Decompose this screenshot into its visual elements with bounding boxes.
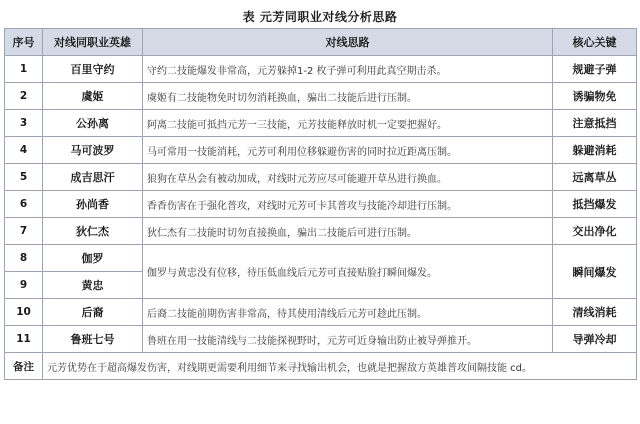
table-row [5, 110, 637, 137]
row-hero: 黄忠 [43, 272, 143, 299]
table-row [5, 137, 637, 164]
row-idea: 后裔二技能前期伤害非常高，待其使用清线后元芳可趁此压制。 [143, 299, 553, 326]
row-idea: 马可常用一技能消耗，元芳可利用位移躲避伤害的同时拉近距离压制。 [143, 137, 553, 164]
row-no: 11 [5, 326, 43, 353]
table-row [5, 218, 637, 245]
row-key: 清线消耗 [553, 299, 637, 326]
row-hero: 马可波罗 [43, 137, 143, 164]
header-idea: 对线思路 [143, 29, 553, 56]
row-no: 1 [5, 56, 43, 83]
row-key: 躲避消耗 [553, 137, 637, 164]
row-key: 瞬间爆发 [553, 245, 637, 299]
table-row [5, 56, 637, 83]
matchup-table [4, 28, 637, 380]
table-row [5, 83, 637, 110]
table-row [5, 164, 637, 191]
row-no: 8 [5, 245, 43, 272]
row-hero: 百里守约 [43, 56, 143, 83]
table-row [5, 299, 637, 326]
row-no: 3 [5, 110, 43, 137]
row-idea: 香香伤害在于强化普攻，对线时元芳可卡其普攻与技能冷却进行压制。 [143, 191, 553, 218]
row-idea: 伽罗与黄忠没有位移，待压低血线后元芳可直接贴脸打瞬间爆发。 [143, 245, 553, 299]
table-row [5, 191, 637, 218]
row-key: 远离草丛 [553, 164, 637, 191]
row-no: 9 [5, 272, 43, 299]
row-hero: 成吉思汗 [43, 164, 143, 191]
row-idea: 阿离二技能可抵挡元芳一三技能，元芳技能释放时机一定要把握好。 [143, 110, 553, 137]
row-hero: 公孙离 [43, 110, 143, 137]
row-idea: 守约二技能爆发非常高，元芳躲掉1-2 枚子弹可利用此真空期击杀。 [143, 56, 553, 83]
row-no: 2 [5, 83, 43, 110]
row-key: 诱骗物免 [553, 83, 637, 110]
row-hero: 狄仁杰 [43, 218, 143, 245]
row-idea: 狼狗在草丛会有被动加成，对线时元芳应尽可能避开草丛进行换血。 [143, 164, 553, 191]
row-no: 10 [5, 299, 43, 326]
row-hero: 鲁班七号 [43, 326, 143, 353]
row-idea: 虞姬有二技能物免时切勿消耗换血，骗出二技能后进行压制。 [143, 83, 553, 110]
row-idea: 狄仁杰有二技能时切勿直接换血，骗出二技能后可进行压制。 [143, 218, 553, 245]
table-row [5, 245, 637, 272]
header-hero: 对线同职业英雄 [43, 29, 143, 56]
table-header-row [5, 29, 637, 56]
row-hero: 伽罗 [43, 245, 143, 272]
row-hero: 后裔 [43, 299, 143, 326]
row-no: 7 [5, 218, 43, 245]
note-label: 备注 [5, 353, 43, 380]
note-text: 元芳优势在于超高爆发伤害，对线期更需要利用细节来寻找输出机会，也就是把握敌方英雄普攻间隔技能 cd。 [43, 353, 637, 380]
row-hero: 虞姬 [43, 83, 143, 110]
row-key: 交出净化 [553, 218, 637, 245]
header-key: 核心关键 [553, 29, 637, 56]
note-row [5, 353, 637, 380]
row-hero: 孙尚香 [43, 191, 143, 218]
row-idea: 鲁班在用一技能清线与二技能探视野时，元芳可近身输出防止被导弹推开。 [143, 326, 553, 353]
header-no: 序号 [5, 29, 43, 56]
row-no: 5 [5, 164, 43, 191]
row-no: 4 [5, 137, 43, 164]
row-key: 注意抵挡 [553, 110, 637, 137]
row-key: 导弹冷却 [553, 326, 637, 353]
row-key: 抵挡爆发 [553, 191, 637, 218]
table-row [5, 326, 637, 353]
table-caption: 表 元芳同职业对线分析思路 [242, 10, 398, 24]
row-key: 规避子弹 [553, 56, 637, 83]
row-no: 6 [5, 191, 43, 218]
